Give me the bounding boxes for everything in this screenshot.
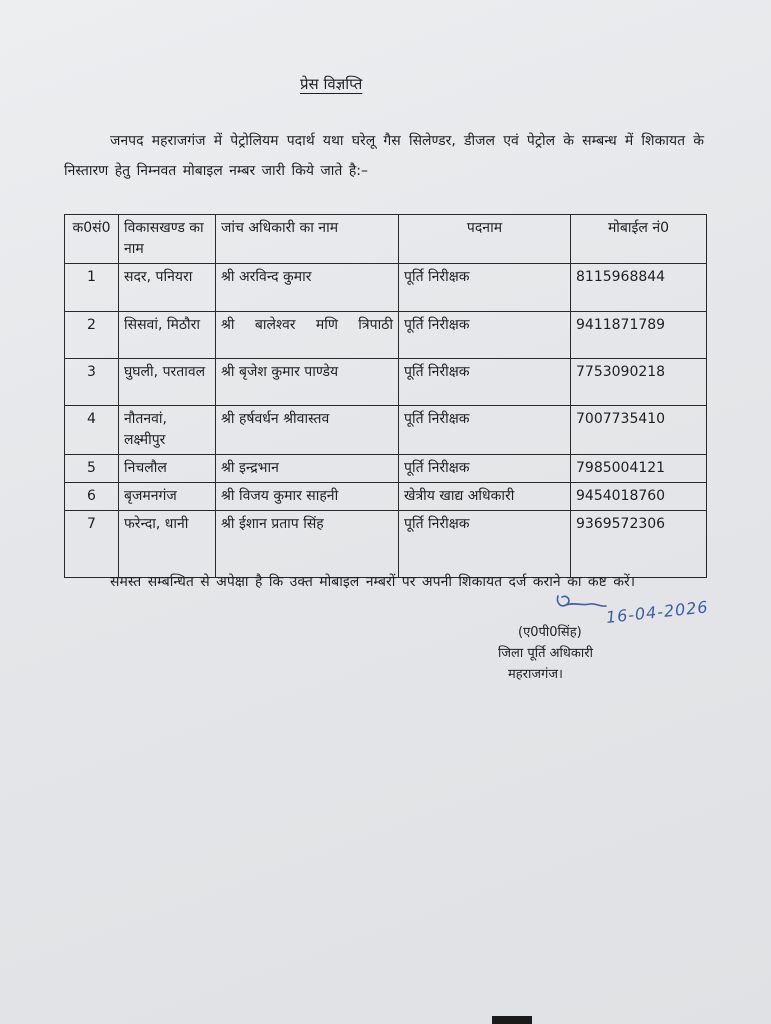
header-mobile: मोबाईल नं0 xyxy=(571,215,707,264)
cell-block: घुघली, परतावल xyxy=(119,359,216,406)
cell-designation: पूर्ति निरीक्षक xyxy=(399,264,571,312)
cell-officer: श्री ईशान प्रताप सिंह xyxy=(216,511,399,578)
cell-officer: श्री बालेश्वर मणि त्रिपाठी xyxy=(216,312,399,359)
cell-officer: श्री विजय कुमार साहनी xyxy=(216,483,399,511)
cell-block: फरेन्दा, धानी xyxy=(119,511,216,578)
page-edge-mark xyxy=(492,1016,532,1024)
table-row xyxy=(65,455,707,483)
cell-block: निचलौल xyxy=(119,455,216,483)
header-designation: पदनाम xyxy=(399,215,571,264)
cell-mobile: 9369572306 xyxy=(571,511,707,578)
cell-officer: श्री हर्षवर्धन श्रीवास्तव xyxy=(216,406,399,455)
signatory-name: (ए0पी0सिंह) xyxy=(518,625,582,640)
header-officer: जांच अधिकारी का नाम xyxy=(216,215,399,264)
handwritten-date: 16-04-2026 xyxy=(605,597,710,627)
table-row xyxy=(65,483,707,511)
cell-sno: 2 xyxy=(65,312,119,359)
document-title: प्रेस विज्ञप्ति xyxy=(300,75,363,93)
cell-block: नौतनवां, लक्ष्मीपुर xyxy=(119,406,216,455)
signatory-place: महराजगंज। xyxy=(508,667,563,682)
cell-mobile: 9411871789 xyxy=(571,312,707,359)
cell-designation: पूर्ति निरीक्षक xyxy=(399,511,571,578)
cell-mobile: 7753090218 xyxy=(571,359,707,406)
cell-designation: पूर्ति निरीक्षक xyxy=(399,312,571,359)
cell-mobile: 9454018760 xyxy=(571,483,707,511)
cell-officer: श्री बृजेश कुमार पाण्डेय xyxy=(216,359,399,406)
cell-mobile: 8115968844 xyxy=(571,264,707,312)
cell-officer: श्री इन्द्रभान xyxy=(216,455,399,483)
officer-contact-table xyxy=(64,214,707,578)
cell-mobile: 7007735410 xyxy=(571,406,707,455)
cell-officer: श्री अरविन्द कुमार xyxy=(216,264,399,312)
header-block: विकासखण्ड का नाम xyxy=(119,215,216,264)
cell-block: सिसवां, मिठौरा xyxy=(119,312,216,359)
signatory-designation: जिला पूर्ति अधिकारी xyxy=(498,646,593,661)
cell-sno: 6 xyxy=(65,483,119,511)
table-row xyxy=(65,359,707,406)
cell-designation: खेत्रीय खाद्य अधिकारी xyxy=(399,483,571,511)
header-sno: क0सं0 xyxy=(65,215,119,264)
signature-block xyxy=(498,622,593,685)
cell-sno: 4 xyxy=(65,406,119,455)
table-row xyxy=(65,312,707,359)
closing-paragraph: समस्त सम्बन्धित से अपेक्षा है कि उक्त मोबाइल नम्बरों पर अपनी शिकायत दर्ज कराने का कष्ट करें। xyxy=(110,574,636,590)
table-row xyxy=(65,264,707,312)
cell-designation: पूर्ति निरीक्षक xyxy=(399,406,571,455)
cell-designation: पूर्ति निरीक्षक xyxy=(399,455,571,483)
table-header-row xyxy=(65,215,707,264)
cell-sno: 5 xyxy=(65,455,119,483)
cell-designation: पूर्ति निरीक्षक xyxy=(399,359,571,406)
cell-mobile: 7985004121 xyxy=(571,455,707,483)
cell-block: बृजमनगंज xyxy=(119,483,216,511)
cell-sno: 7 xyxy=(65,511,119,578)
cell-block: सदर, पनियरा xyxy=(119,264,216,312)
cell-sno: 3 xyxy=(65,359,119,406)
intro-paragraph: जनपद महराजगंज में पेट्रोलियम पदार्थ यथा घरेलू गैस सिलेण्डर, डीजल एवं पेट्रोल के सम्बन्ध में शिकायत के निस्तारण हेतु निम्नवत मोबाइल नम्बर जारी किये जाते है:– xyxy=(64,133,704,179)
cell-sno: 1 xyxy=(65,264,119,312)
table-row xyxy=(65,406,707,455)
